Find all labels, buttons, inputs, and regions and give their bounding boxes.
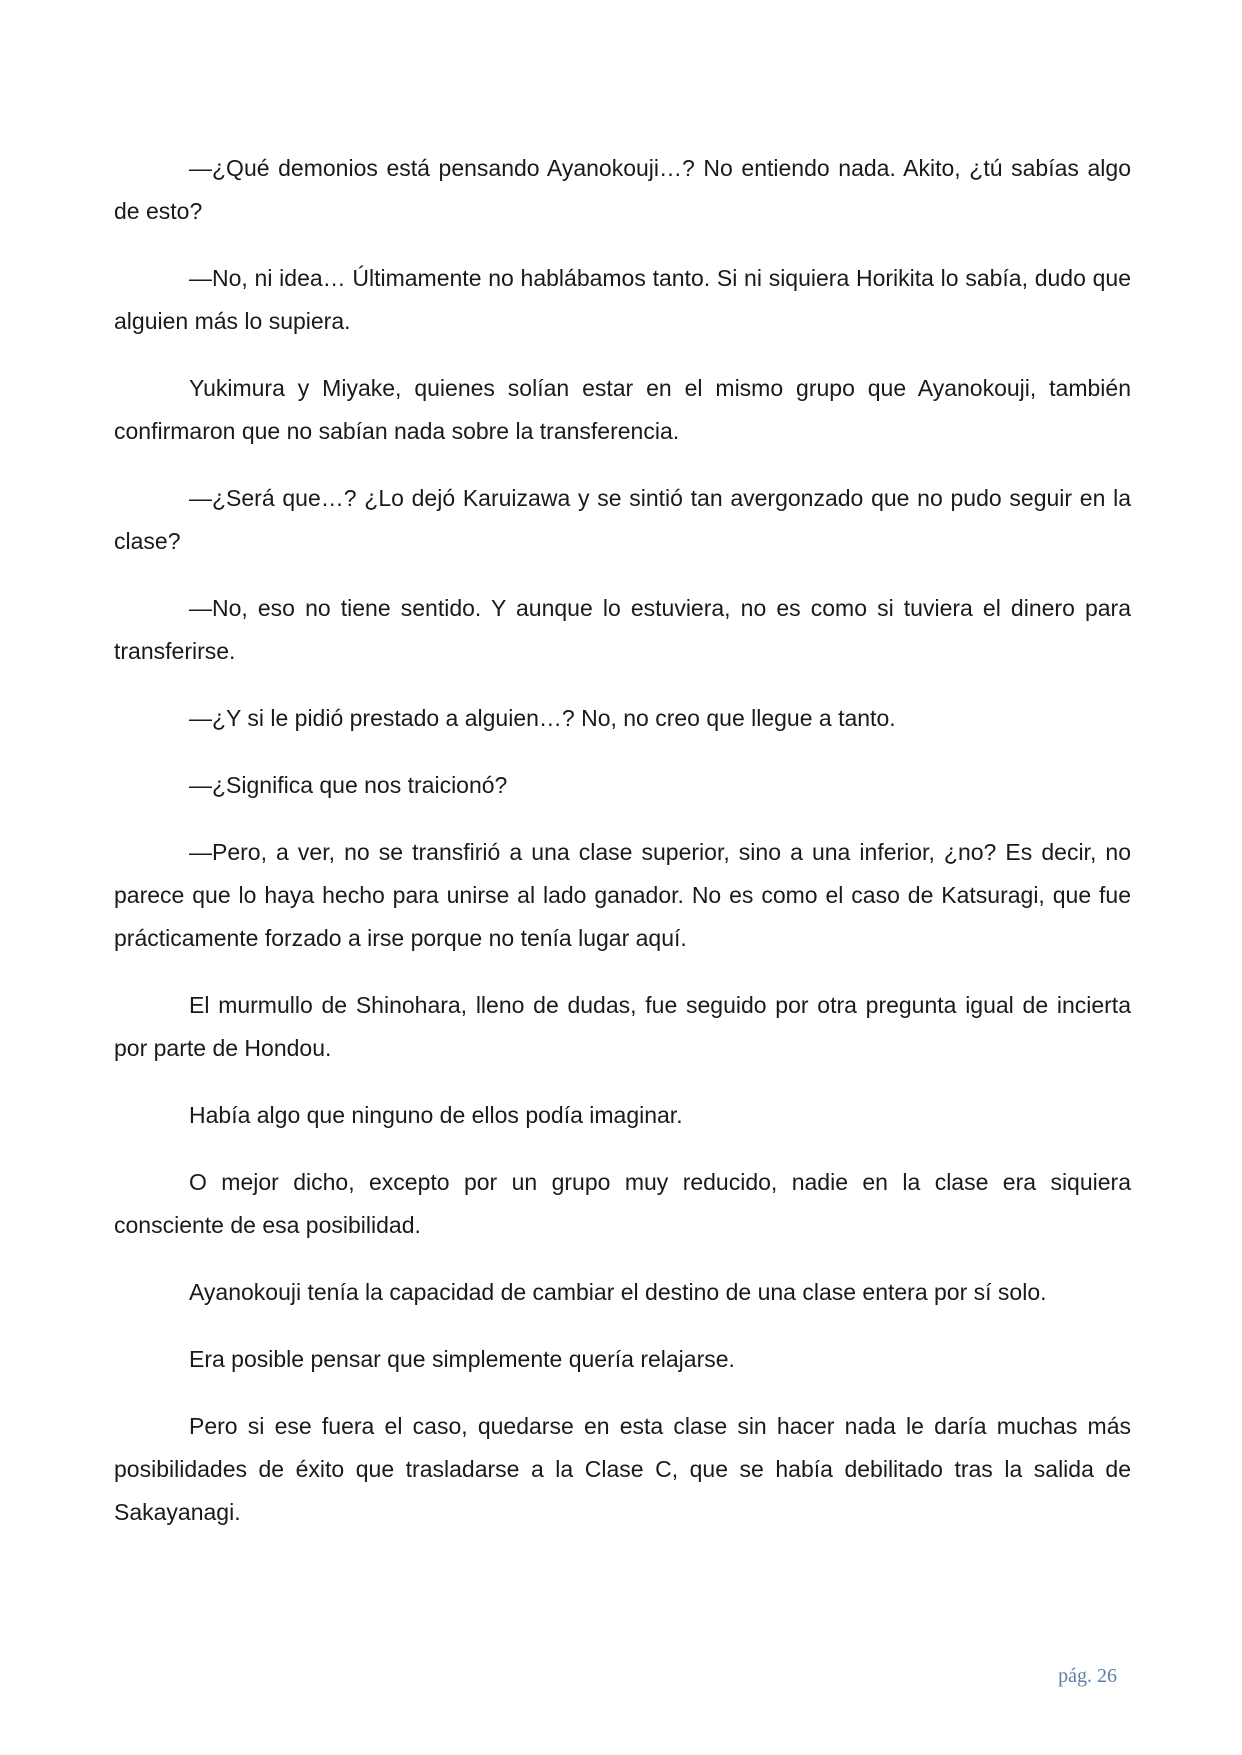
paragraph-3: Yukimura y Miyake, quienes solían estar en el mismo grupo que Ayanokouji, también confirmaron que no sabían nada sobre la transferencia. [114, 375, 1131, 444]
text-body [114, 147, 1131, 1558]
paragraph-2: —No, ni idea… Últimamente no hablábamos tanto. Si ni siquiera Horikita lo sabía, dudo que alguien más lo supiera. [114, 265, 1131, 334]
paragraph-11: O mejor dicho, excepto por un grupo muy reducido, nadie en la clase era siquiera consciente de esa posibilidad. [114, 1169, 1131, 1238]
paragraph-8: —Pero, a ver, no se transfirió a una clase superior, sino a una inferior, ¿no? Es decir, no parece que lo haya hecho para unirse al lado ganador. No es como el caso de Katsuragi, que fue prácticamente forzado a irse porque no tenía lugar aquí. [114, 839, 1131, 951]
paragraph-13: Era posible pensar que simplemente quería relajarse. [189, 1346, 735, 1372]
paragraph-14: Pero si ese fuera el caso, quedarse en esta clase sin hacer nada le daría muchas más posibilidades de éxito que trasladarse a la Clase C, que se había debilitado tras la salida de Sakayanagi. [114, 1413, 1131, 1525]
paragraph-5: —No, eso no tiene sentido. Y aunque lo estuviera, no es como si tuviera el dinero para transferirse. [114, 595, 1131, 664]
paragraph-1: —¿Qué demonios está pensando Ayanokouji…? No entiendo nada. Akito, ¿tú sabías algo de esto? [114, 155, 1131, 224]
paragraph-12: Ayanokouji tenía la capacidad de cambiar el destino de una clase entera por sí solo. [189, 1279, 1047, 1305]
paragraph-9: El murmullo de Shinohara, lleno de dudas, fue seguido por otra pregunta igual de incierta por parte de Hondou. [114, 992, 1131, 1061]
paragraph-4: —¿Será que…? ¿Lo dejó Karuizawa y se sintió tan avergonzado que no pudo seguir en la clase? [114, 485, 1131, 554]
page-number: pág. 26 [1058, 1665, 1117, 1687]
paragraph-10: Había algo que ninguno de ellos podía imaginar. [189, 1102, 683, 1128]
paragraph-6: —¿Y si le pidió prestado a alguien…? No, no creo que llegue a tanto. [189, 705, 896, 731]
paragraph-7: —¿Significa que nos traicionó? [189, 772, 508, 798]
